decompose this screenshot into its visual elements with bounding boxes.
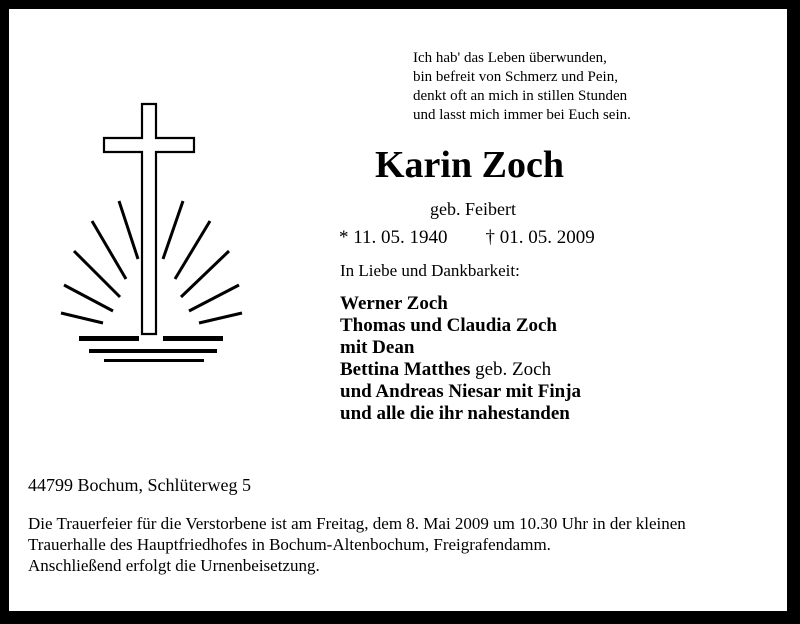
mourner-line: Thomas und Claudia Zoch <box>340 315 557 336</box>
poem <box>413 49 631 125</box>
poem-line: denkt oft an mich in stillen Stunden <box>413 88 628 104</box>
mourner-line: und Andreas Niesar mit Finja <box>340 381 582 402</box>
mourner-suffix: geb. Zoch <box>470 359 552 380</box>
thanks-line: In Liebe und Dankbarkeit: <box>340 261 520 280</box>
maiden-name: geb. Feibert <box>430 199 516 219</box>
life-dates <box>339 227 595 249</box>
notice-line: Anschließend erfolgt die Urnenbeisetzung. <box>28 556 320 575</box>
poem-line: Ich hab' das Leben überwunden, <box>413 50 607 66</box>
obituary-card <box>9 9 787 611</box>
notice-line: Die Trauerfeier für die Verstorbene ist am Freitag, dem 8. Mai 2009 um 10.30 Uhr in der kleinen <box>28 514 686 533</box>
mourners-list <box>340 293 581 425</box>
deceased-name: Karin Zoch <box>375 144 564 186</box>
address: 44799 Bochum, Schlüterweg 5 <box>28 475 251 495</box>
poem-line: bin befreit von Schmerz und Pein, <box>413 69 618 85</box>
poem-line: und lasst mich immer bei Euch sein. <box>413 107 631 123</box>
death-date: † 01. 05. 2009 <box>485 227 595 248</box>
cross-with-rising-sun-and-water-icon <box>59 101 259 371</box>
mourner-name: Bettina Matthes <box>340 359 471 380</box>
birth-date: * 11. 05. 1940 <box>339 227 448 248</box>
mourner-line: und alle die ihr nahestanden <box>340 403 570 424</box>
service-notice <box>28 513 686 576</box>
mourner-line: Werner Zoch <box>340 293 448 314</box>
mourner-line: mit Dean <box>340 337 415 358</box>
notice-line: Trauerhalle des Hauptfriedhofes in Bochum-Altenbochum, Freigrafendamm. <box>28 535 551 554</box>
mourner-line <box>340 359 581 381</box>
